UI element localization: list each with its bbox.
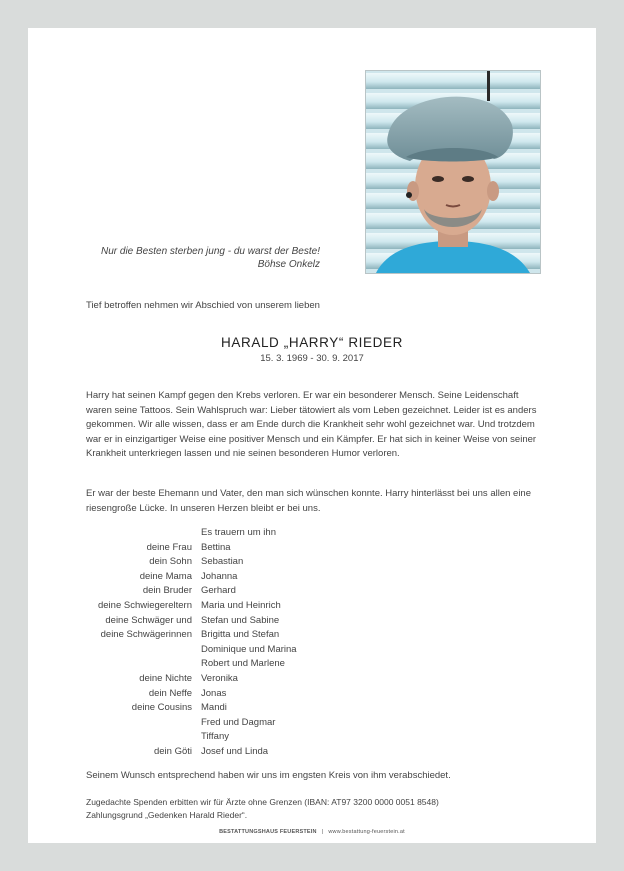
mourner-relation: dein Sohn <box>149 556 192 568</box>
mourner-relation: deine Nichte <box>139 672 192 684</box>
mourner-names: Johanna <box>201 570 238 582</box>
mourner-row <box>0 688 624 703</box>
funeral-home-url[interactable]: www.bestattung-feuerstein.at <box>328 829 405 835</box>
mourner-row <box>0 731 624 746</box>
mourner-names: Stefan und Sabine <box>201 614 280 626</box>
memorial-quote <box>56 245 320 271</box>
mourner-row <box>0 702 624 717</box>
mourners-list <box>0 527 624 761</box>
mourner-row <box>0 571 624 586</box>
portrait-photo <box>365 70 541 274</box>
mourner-relation: deine Frau <box>146 541 192 553</box>
mourner-row <box>0 556 624 571</box>
mourners-heading: Es trauern um ihn <box>201 527 276 538</box>
mourner-names: Jonas <box>201 687 227 699</box>
funeral-home-name: BESTATTUNGSHAUS FEUERSTEIN <box>219 829 317 835</box>
mourner-row <box>0 542 624 557</box>
footer-separator: | <box>321 829 324 835</box>
mourner-row <box>0 644 624 659</box>
mourner-names: Gerhard <box>201 585 236 597</box>
deceased-name: HARALD „HARRY“ RIEDER <box>221 335 403 350</box>
mourners-heading-row <box>0 527 624 542</box>
mourner-names: Veronika <box>201 672 238 684</box>
intro-text: Tief betroffen nehmen wir Abschied von unserem lieben <box>86 300 320 311</box>
mourner-relation: deine Schwäger und <box>105 614 192 626</box>
mourner-relation: dein Göti <box>153 745 192 757</box>
mourner-row <box>0 585 624 600</box>
mourner-relation: deine Cousins <box>131 702 192 714</box>
donation-line: Zugedachte Spenden erbitten wir für Ärzte ohne Grenzen (IBAN: AT97 3200 0000 0051 8548) <box>86 797 439 807</box>
mourner-names: Josef und Linda <box>201 745 269 757</box>
portrait-image <box>366 71 540 273</box>
quote-author: Böhse Onkelz <box>257 259 320 270</box>
donation-note <box>86 796 546 821</box>
tribute-paragraph: Er war der beste Ehemann und Vater, den man sich wünschen konnte. Harry hinterlässt bei uns allen eine riesengroße Lücke. In unseren Herzen bleibt er bei uns. <box>86 488 531 514</box>
mourner-relation: deine Schwägerinnen <box>100 629 192 641</box>
mourner-relation: deine Mama <box>139 570 192 582</box>
mourner-relation: dein Bruder <box>142 585 192 597</box>
mourner-names: Brigitta und Stefan <box>201 629 280 641</box>
mourner-names: Dominique und Marina <box>201 643 297 655</box>
mourner-names: Maria und Heinrich <box>201 599 281 611</box>
closing-text: Seinem Wunsch entsprechend haben wir uns im engsten Kreis von ihm verabschiedet. <box>86 770 451 781</box>
mourner-row <box>0 600 624 615</box>
mourner-names: Mandi <box>201 702 227 714</box>
mourner-relation: dein Neffe <box>148 687 192 699</box>
mourner-names: Robert und Marlene <box>201 658 285 670</box>
mourner-names: Sebastian <box>201 556 244 568</box>
donation-reason: Zahlungsgrund „Gedenken Harald Rieder“. <box>86 809 248 820</box>
tribute-paragraph: Harry hat seinen Kampf gegen den Krebs verloren. Er war ein besonderer Mensch. Seine Leidenschaft waren seine Tattoos. Sein Wahlspruch war: Lieber tätowiert als vom Leben gezeichnet. Leider ist es anders gekommen. Wir alle wissen, dass er am Ende durch die Krankheit sehr wohl gezeichnet war. Und trotzdem war er in einzigartiger Weise eine positiver Mensch und ein Kämpfer. Er hat sich in keiner Weise von seiner Krankheit unterkriegen lassen und nie seinen besonderen Humor verloren. <box>86 390 537 460</box>
quote-text: Nur die Besten sterben jung - du warst der Beste! <box>100 246 320 257</box>
life-dates: 15. 3. 1969 - 30. 9. 2017 <box>260 353 364 364</box>
mourner-relation: deine Schwiegereltern <box>97 599 192 611</box>
mourner-row <box>0 615 624 630</box>
mourner-names: Tiffany <box>201 731 229 743</box>
mourner-row <box>0 673 624 688</box>
mourner-row <box>0 629 624 644</box>
mourner-names: Bettina <box>201 541 231 553</box>
mourner-names: Fred und Dagmar <box>201 716 276 728</box>
mourner-row <box>0 658 624 673</box>
footer <box>0 829 624 835</box>
mourner-row <box>0 746 624 761</box>
mourner-row <box>0 717 624 732</box>
